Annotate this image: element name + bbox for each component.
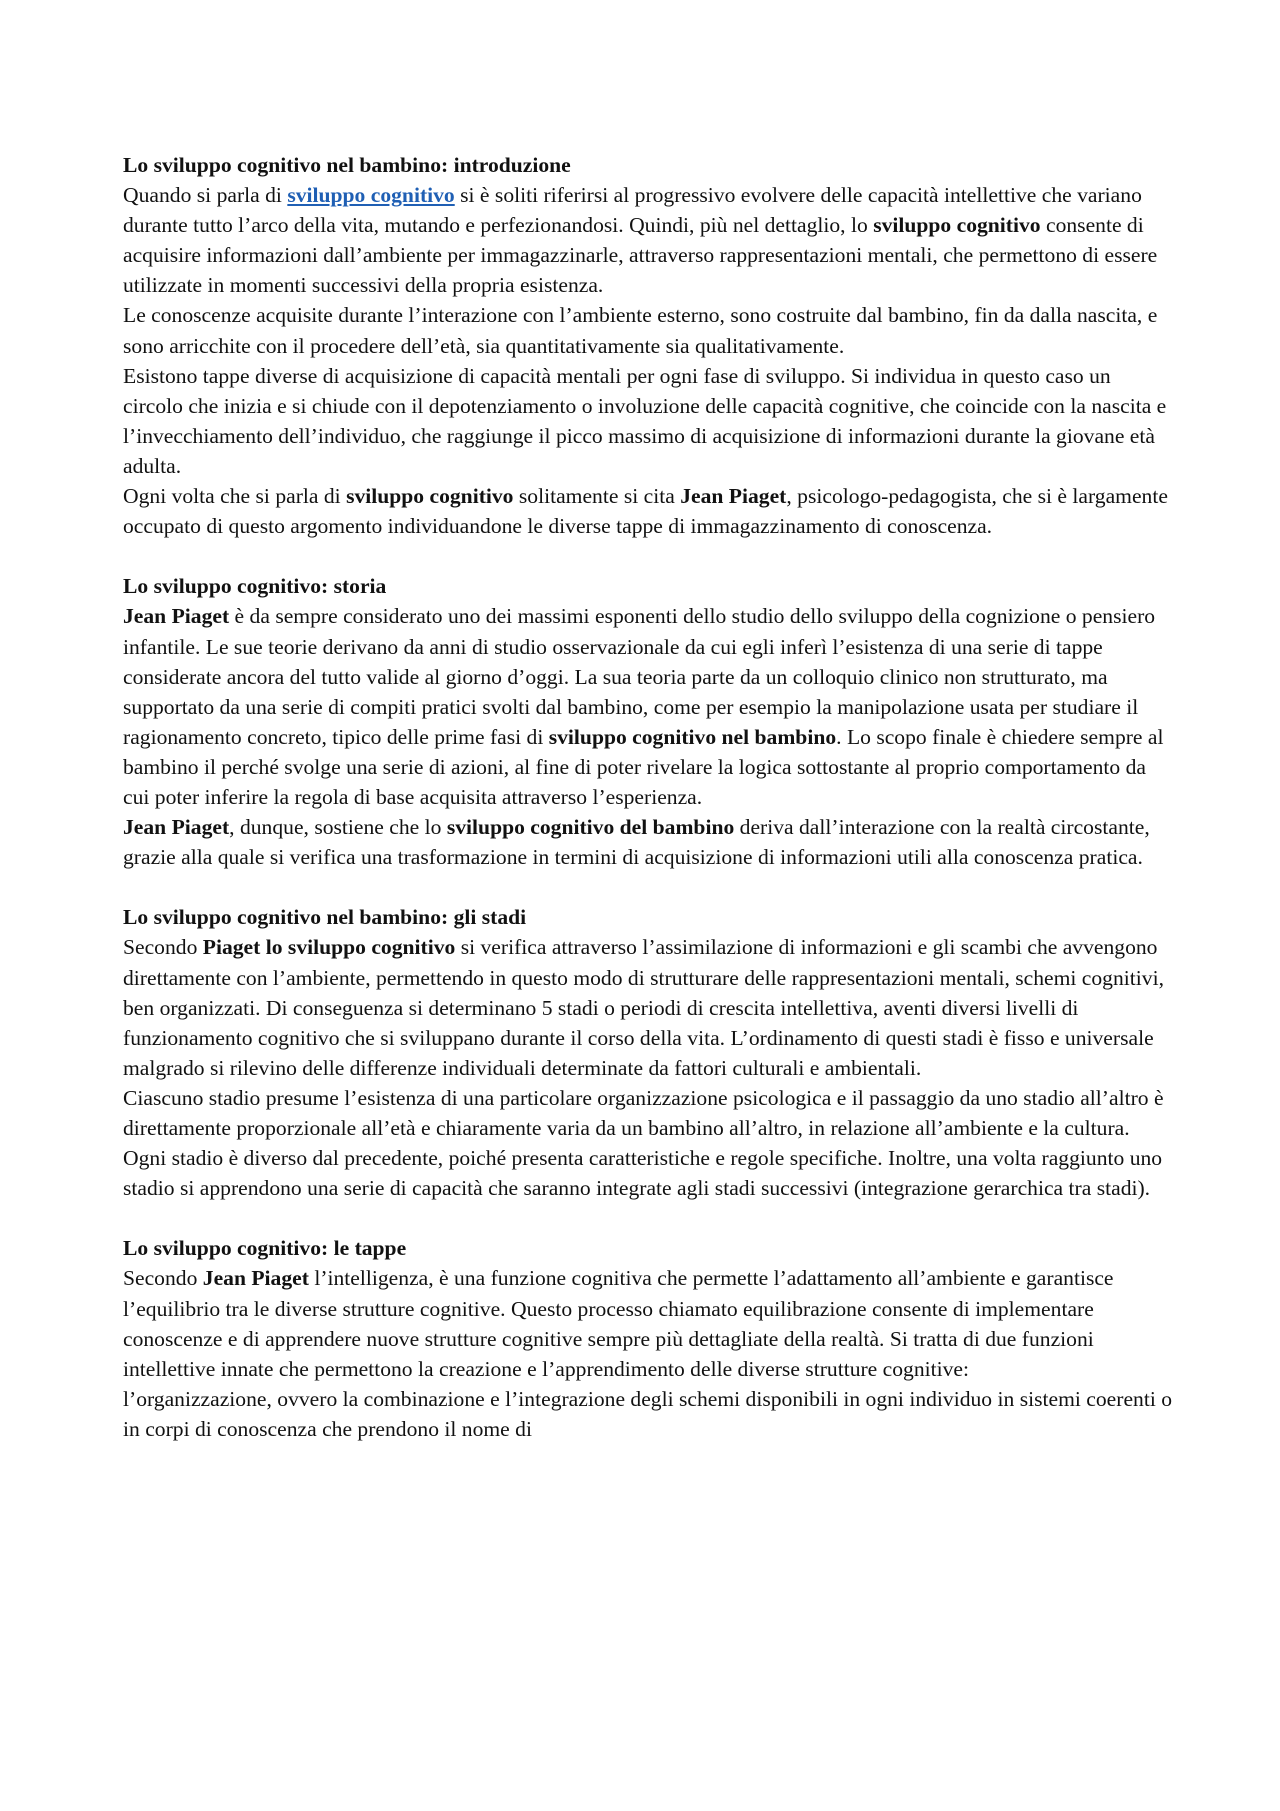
- bold-term: Jean Piaget: [202, 1266, 309, 1291]
- paragraph: Secondo Jean Piaget l’intelligenza, è una funzione cognitiva che permette l’adattamento all’ambiente e garantisce l’equilibrio tra le diverse strutture cognitive. Questo processo chiamato equilibrazione consente di implementare conoscenze e di apprendere nuove strutture cognitive sempre più dettagliate della realtà. Si tratta di due funzioni intellettive innate che permettono la creazione e l’apprendimento delle diverse strutture cognitive:: [123, 1266, 1114, 1381]
- section-tappe: [123, 1233, 1173, 1444]
- paragraph: Le conoscenze acquisite durante l’interazione con l’ambiente esterno, sono costruite dal bambino, fin da dalla nascita, e sono arricchite con il procedere dell’età, sia quantitativamente sia qualitativamente.: [123, 303, 1158, 358]
- bold-term: Jean Piaget: [680, 484, 787, 509]
- paragraph: Esistono tappe diverse di acquisizione di capacità mentali per ogni fase di sviluppo. Si individua in questo caso un circolo che inizia e si chiude con il depotenziamento o involuzione delle capacità cognitive, che coincide con la nascita e l’invecchiamento dell’individuo, che raggiunge il picco massimo di acquisizione di informazioni durante la giovane età adulta.: [123, 363, 1167, 478]
- bold-term: Piaget lo sviluppo cognitivo: [202, 935, 456, 960]
- bold-term: sviluppo cognitivo nel bambino: [548, 724, 837, 749]
- section-heading: Lo sviluppo cognitivo: storia: [123, 574, 387, 599]
- paragraph: Jean Piaget è da sempre considerato uno dei massimi esponenti dello studio dello sviluppo della cognizione o pensiero infantile. Le sue teorie derivano da anni di studio osservazionale da cui egli inferì l’esistenza di una serie di tappe considerate ancora del tutto valide al giorno d’oggi. La sua teoria parte da un colloquio clinico non strutturato, ma supportato da una serie di compiti pratici svolti dal bambino, come per esempio la manipolazione usata per studiare il ragionamento concreto, tipico delle prime fasi di sviluppo cognitivo nel bambino. Lo scopo finale è chiedere sempre al bambino il perché svolge una serie di azioni, al fine di poter rivelare la logica sottostante al proprio comportamento da cui poter inferire la regola di base acquisita attraverso l’esperienza.: [123, 604, 1164, 809]
- paragraph: Ogni volta che si parla di sviluppo cognitivo solitamente si cita Jean Piaget, psicologo-pedagogista, che si è largamente occupato di questo argomento individuandone le diverse tappe di immagazzinamento di conoscenza.: [123, 484, 1168, 539]
- paragraph: l’organizzazione, ovvero la combinazione e l’integrazione degli schemi disponibili in ogni individuo in sistemi coerenti o in corpi di conoscenza che prendono il nome di: [123, 1386, 1173, 1441]
- bold-term: sviluppo cognitivo: [346, 484, 514, 509]
- bold-term: Jean Piaget: [123, 604, 230, 629]
- paragraph: Jean Piaget, dunque, sostiene che lo sviluppo cognitivo del bambino deriva dall’interazione con la realtà circostante, grazie alla quale si verifica una trasformazione in termini di acquisizione di informazioni utili alla conoscenza pratica.: [123, 815, 1150, 870]
- section-heading: Lo sviluppo cognitivo nel bambino: introduzione: [123, 153, 571, 177]
- bold-term: sviluppo cognitivo: [873, 213, 1041, 238]
- section-heading: Lo sviluppo cognitivo nel bambino: gli stadi: [123, 905, 527, 930]
- bold-term: Jean Piaget: [123, 815, 230, 840]
- sviluppo-cognitivo-link[interactable]: sviluppo cognitivo: [287, 183, 455, 208]
- section-heading: Lo sviluppo cognitivo: le tappe: [123, 1236, 407, 1261]
- bold-term: sviluppo cognitivo del bambino: [446, 815, 735, 840]
- section-storia: [123, 571, 1173, 872]
- paragraph: Quando si parla di sviluppo cognitivo si è soliti riferirsi al progressivo evolvere delle capacità intellettive che variano durante tutto l’arco della vita, mutando e perfezionandosi. Quindi, più nel dettaglio, lo sviluppo cognitivo consente di acquisire informazioni dall’ambiente per immagazzinarle, attraverso rappresentazioni mentali, che permettono di essere utilizzate in momenti successivi della propria esistenza.: [123, 183, 1158, 298]
- paragraph: Ciascuno stadio presume l’esistenza di una particolare organizzazione psicologica e il passaggio da uno stadio all’altro è direttamente proporzionale all’età e chiaramente varia da un bambino all’altro, in relazione all’ambiente e la cultura. Ogni stadio è diverso dal precedente, poiché presenta caratteristiche e regole specifiche. Inoltre, una volta raggiunto uno stadio si apprendono una serie di capacità che saranno integrate agli stadi successivi (integrazione gerarchica tra stadi).: [123, 1085, 1164, 1201]
- section-introduzione: [123, 150, 1173, 541]
- paragraph: Secondo Piaget lo sviluppo cognitivo si verifica attraverso l’assimilazione di informazioni e gli scambi che avvengono direttamente con l’ambiente, permettendo in questo modo di strutturare delle rappresentazioni mentali, schemi cognitivi, ben organizzati. Di conseguenza si determinano 5 stadi o periodi di crescita intellettiva, aventi diversi livelli di funzionamento cognitivo che si sviluppano durante il corso della vita. L’ordinamento di questi stadi è fisso e universale malgrado si rilevino delle differenze individuali determinate da fattori culturali e ambientali.: [123, 935, 1164, 1080]
- section-stadi: [123, 902, 1173, 1203]
- document-page: [123, 150, 1173, 1474]
